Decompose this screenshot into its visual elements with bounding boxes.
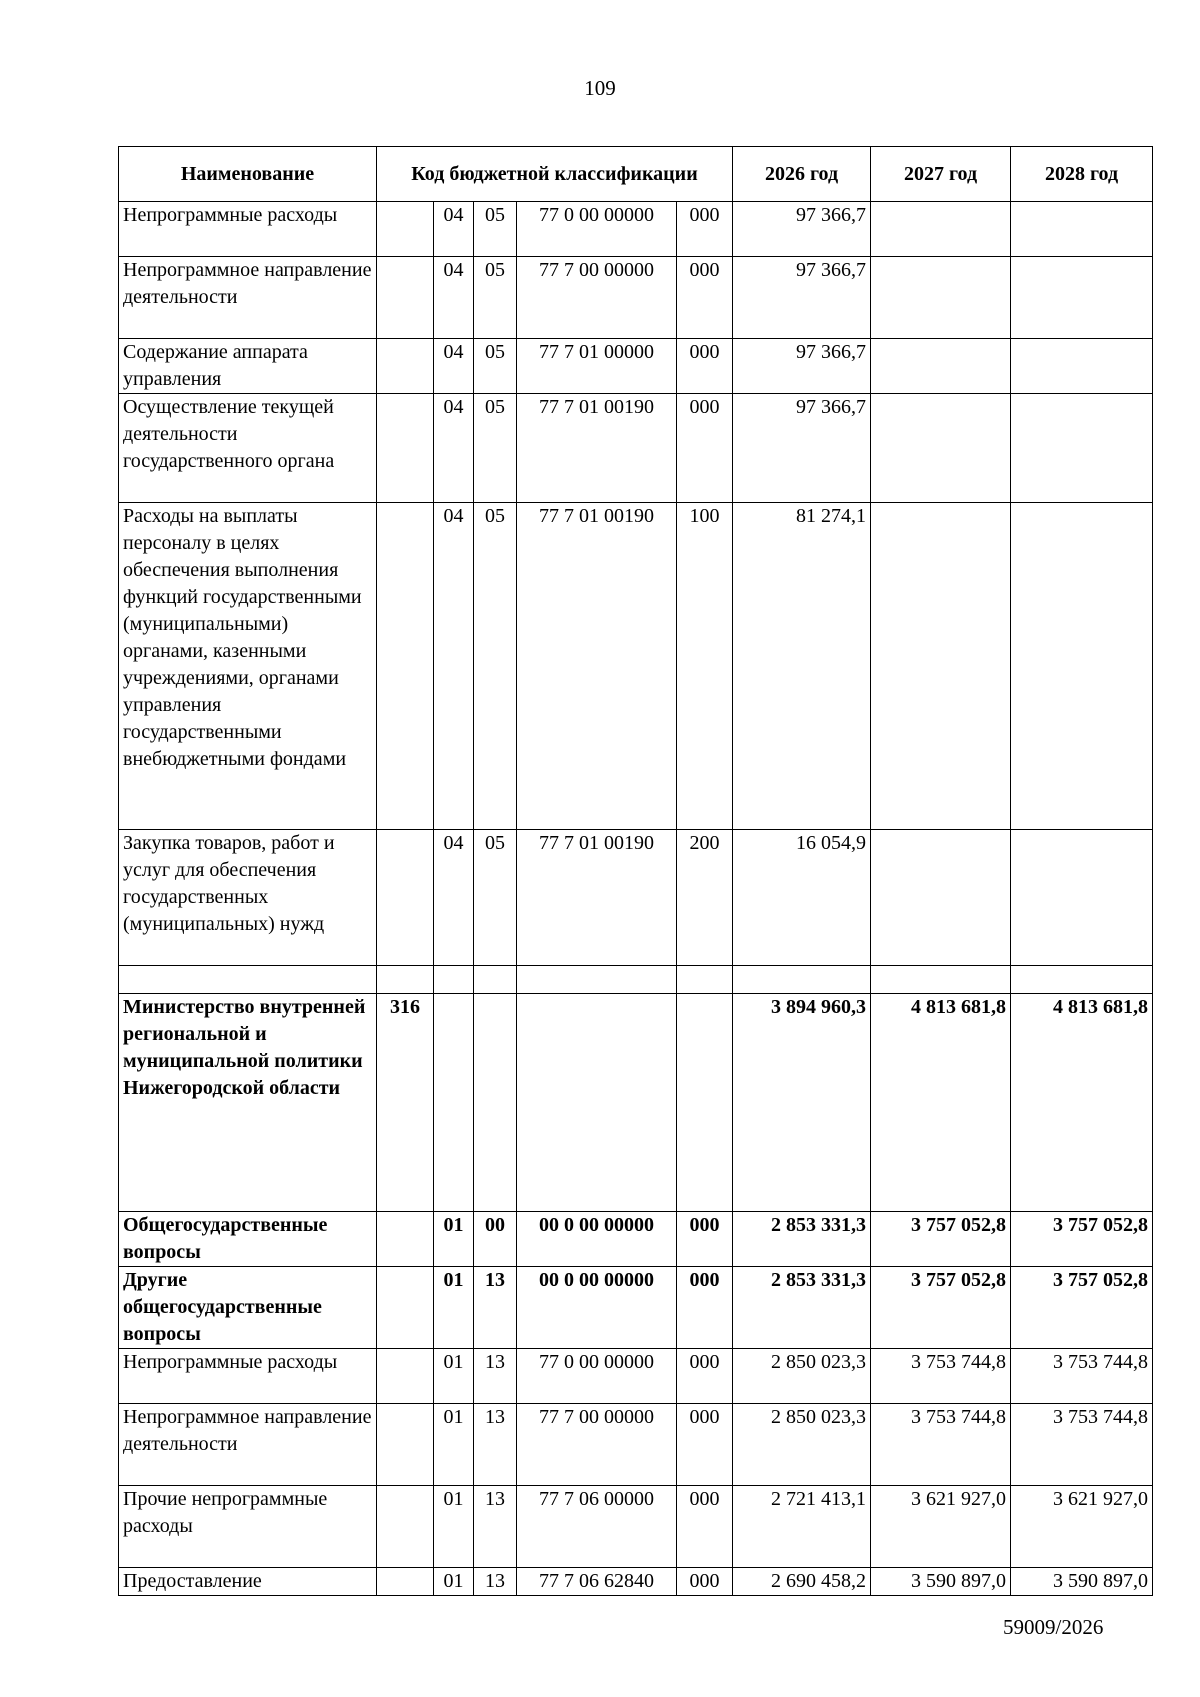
cell-2026 [733,966,871,994]
cell-2027 [871,966,1011,994]
cell-code-subsection: 05 [474,257,517,339]
table-row [119,1404,1153,1486]
cell-2026: 97 366,7 [733,394,871,503]
cell-code-subsection: 05 [474,830,517,966]
cell-code-admin [377,830,434,966]
table-row [119,1486,1153,1568]
cell-2026: 2 850 023,3 [733,1404,871,1486]
cell-code-subsection: 05 [474,394,517,503]
cell-code-subsection: 05 [474,503,517,830]
cell-code-type [677,994,733,1212]
cell-2027: 3 753 744,8 [871,1404,1011,1486]
cell-2027: 3 753 744,8 [871,1349,1011,1404]
cell-2028: 3 757 052,8 [1011,1212,1153,1267]
cell-2028 [1011,830,1153,966]
cell-2027: 3 590 897,0 [871,1568,1011,1596]
cell-2028 [1011,394,1153,503]
cell-code-article: 77 7 00 00000 [517,257,677,339]
cell-2028: 3 621 927,0 [1011,1486,1153,1568]
cell-2028 [1011,339,1153,394]
cell-2026: 97 366,7 [733,202,871,257]
table-row [119,1267,1153,1349]
budget-table [118,146,1153,1596]
cell-name: Министерство внутренней региональной и муниципальной политики Нижегородской области [119,994,377,1212]
cell-code-section [434,966,474,994]
table-row [119,830,1153,966]
cell-code-admin [377,1568,434,1596]
cell-code-admin [377,1349,434,1404]
cell-code-subsection [474,994,517,1212]
cell-code-admin [377,202,434,257]
cell-code-type: 000 [677,257,733,339]
cell-2026: 2 850 023,3 [733,1349,871,1404]
cell-code-admin [377,503,434,830]
cell-code-type [677,966,733,994]
cell-code-admin [377,257,434,339]
cell-2026: 2 721 413,1 [733,1486,871,1568]
cell-2028 [1011,202,1153,257]
header-2026: 2026 год [733,147,871,202]
table-row [119,1349,1153,1404]
cell-code-type: 200 [677,830,733,966]
cell-2027: 3 757 052,8 [871,1267,1011,1349]
cell-code-article: 77 7 06 00000 [517,1486,677,1568]
cell-code-type: 000 [677,1212,733,1267]
cell-code-type: 000 [677,202,733,257]
cell-2026: 81 274,1 [733,503,871,830]
table-header-row [119,147,1153,202]
cell-code-section: 01 [434,1404,474,1486]
cell-2026: 3 894 960,3 [733,994,871,1212]
table-row [119,1212,1153,1267]
cell-2027 [871,339,1011,394]
cell-code-subsection: 05 [474,339,517,394]
cell-code-subsection [474,966,517,994]
table-row [119,202,1153,257]
cell-code-admin [377,1404,434,1486]
cell-code-admin [377,1267,434,1349]
cell-code-admin: 316 [377,994,434,1212]
cell-2027 [871,394,1011,503]
cell-code-subsection: 13 [474,1267,517,1349]
cell-code-subsection: 13 [474,1404,517,1486]
cell-code-section: 04 [434,257,474,339]
cell-2028 [1011,966,1153,994]
cell-code-section [434,994,474,1212]
cell-code-admin [377,1486,434,1568]
cell-name: Прочие непрограммные расходы [119,1486,377,1568]
cell-name: Общегосударственные вопросы [119,1212,377,1267]
cell-2027: 3 757 052,8 [871,1212,1011,1267]
cell-2027 [871,830,1011,966]
cell-2028: 3 757 052,8 [1011,1267,1153,1349]
cell-2028: 4 813 681,8 [1011,994,1153,1212]
cell-code-subsection: 13 [474,1486,517,1568]
cell-name: Предоставление [119,1568,377,1596]
cell-2028 [1011,257,1153,339]
cell-code-section: 04 [434,339,474,394]
cell-name: Непрограммное направление деятельности [119,257,377,339]
cell-2028 [1011,503,1153,830]
cell-code-type: 100 [677,503,733,830]
table-row [119,503,1153,830]
cell-code-section: 01 [434,1568,474,1596]
cell-2026: 97 366,7 [733,257,871,339]
table-row [119,1568,1153,1596]
cell-code-subsection: 13 [474,1568,517,1596]
header-2027: 2027 год [871,147,1011,202]
table-row [119,339,1153,394]
cell-code-article: 00 0 00 00000 [517,1212,677,1267]
cell-code-section: 01 [434,1267,474,1349]
table-body [119,202,1153,1596]
cell-name: Непрограммные расходы [119,202,377,257]
cell-name: Закупка товаров, работ и услуг для обеспечения государственных (муниципальных) нужд [119,830,377,966]
cell-code-type: 000 [677,394,733,503]
cell-2026: 2 853 331,3 [733,1212,871,1267]
cell-name: Расходы на выплаты персоналу в целях обеспечения выполнения функций государственными (муниципальными) органами, казенными учреждениями, органами управления государственными внебюджетными фондами [119,503,377,830]
cell-2027: 3 621 927,0 [871,1486,1011,1568]
cell-code-section: 01 [434,1486,474,1568]
cell-2026: 97 366,7 [733,339,871,394]
header-2028: 2028 год [1011,147,1153,202]
table-row [119,394,1153,503]
cell-code-section: 04 [434,202,474,257]
cell-code-article: 77 0 00 00000 [517,202,677,257]
cell-code-type: 000 [677,1486,733,1568]
cell-code-article: 77 7 01 00000 [517,339,677,394]
header-code: Код бюджетной классификации [377,147,733,202]
document-number: 59009/2026 [1003,1615,1104,1639]
cell-code-type: 000 [677,1349,733,1404]
cell-code-type: 000 [677,1404,733,1486]
cell-code-admin [377,339,434,394]
cell-name: Непрограммные расходы [119,1349,377,1404]
cell-code-article: 77 7 06 62840 [517,1568,677,1596]
cell-code-article: 77 7 01 00190 [517,503,677,830]
cell-2028: 3 590 897,0 [1011,1568,1153,1596]
table-row [119,994,1153,1212]
page-number: 109 [584,76,616,100]
cell-2028: 3 753 744,8 [1011,1349,1153,1404]
cell-2028: 3 753 744,8 [1011,1404,1153,1486]
cell-code-article: 77 7 00 00000 [517,1404,677,1486]
cell-code-section: 01 [434,1349,474,1404]
cell-code-admin [377,1212,434,1267]
cell-code-subsection: 13 [474,1349,517,1404]
cell-code-section: 04 [434,830,474,966]
header-name: Наименование [119,147,377,202]
cell-code-admin [377,966,434,994]
cell-name [119,966,377,994]
cell-name: Другие общегосударственные вопросы [119,1267,377,1349]
cell-2027: 4 813 681,8 [871,994,1011,1212]
cell-code-section: 04 [434,394,474,503]
cell-name: Осуществление текущей деятельности государственного органа [119,394,377,503]
cell-code-type: 000 [677,1267,733,1349]
cell-code-article: 77 0 00 00000 [517,1349,677,1404]
cell-code-article [517,966,677,994]
cell-code-section: 01 [434,1212,474,1267]
cell-code-subsection: 00 [474,1212,517,1267]
cell-code-type: 000 [677,1568,733,1596]
cell-2027 [871,202,1011,257]
cell-code-article: 77 7 01 00190 [517,394,677,503]
cell-code-subsection: 05 [474,202,517,257]
cell-2027 [871,257,1011,339]
cell-name: Непрограммное направление деятельности [119,1404,377,1486]
cell-name: Содержание аппарата управления [119,339,377,394]
cell-code-article: 77 7 01 00190 [517,830,677,966]
cell-code-article [517,994,677,1212]
cell-2026: 2 690 458,2 [733,1568,871,1596]
cell-2026: 2 853 331,3 [733,1267,871,1349]
cell-2027 [871,503,1011,830]
cell-2026: 16 054,9 [733,830,871,966]
cell-code-admin [377,394,434,503]
cell-code-article: 00 0 00 00000 [517,1267,677,1349]
table-row [119,257,1153,339]
cell-code-section: 04 [434,503,474,830]
cell-code-type: 000 [677,339,733,394]
table-row [119,966,1153,994]
